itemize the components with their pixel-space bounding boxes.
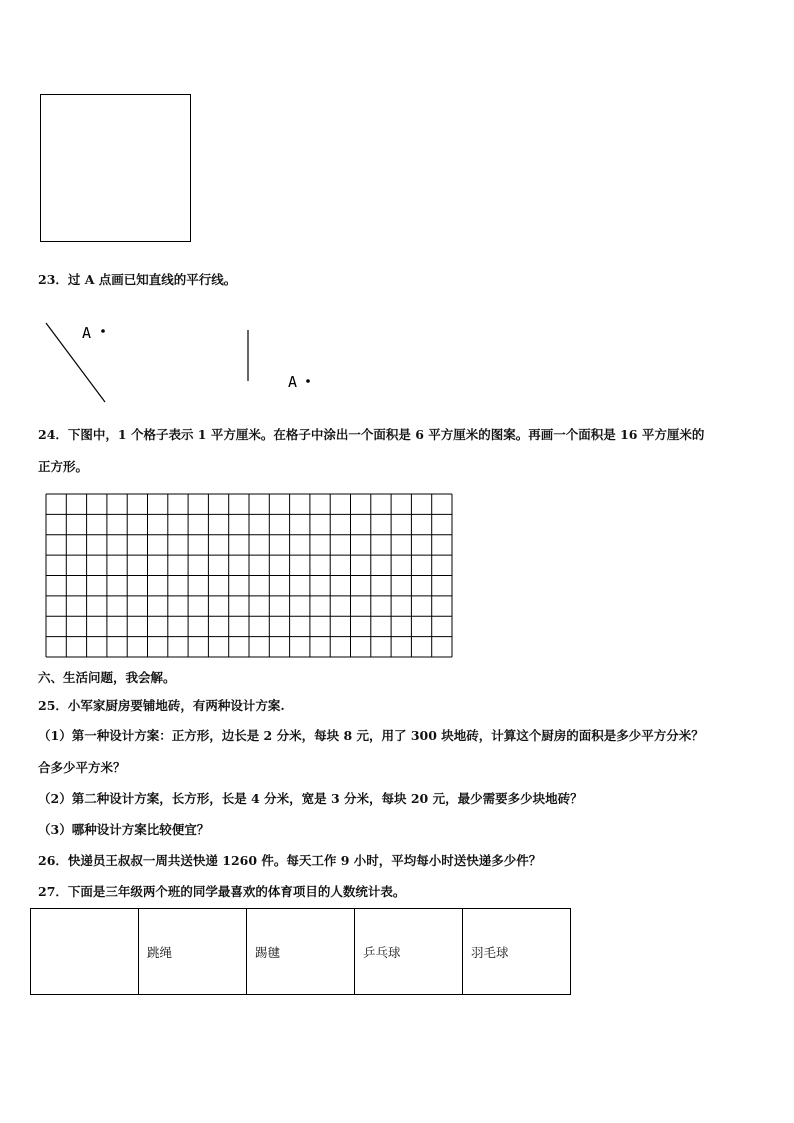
table-header-cell: 踢毽 [247, 909, 355, 995]
question-26-text: 26．快递员王叔叔一周共送快递 1260 件。每天工作 9 小时，平均每小时送快递多少件？ [38, 853, 542, 868]
table-header-cell [31, 909, 139, 995]
sports-stats-table [30, 908, 571, 995]
question-25-part2: （2）第二种设计方案，长方形，长是 4 分米，宽是 3 分米，每块 20 元，最少需要多少块地砖？ [38, 791, 583, 806]
point-a-label-1: A [82, 324, 92, 342]
table-header-row [31, 909, 571, 995]
question-25-text: 25．小军家厨房要铺地砖，有两种设计方案. [38, 698, 285, 713]
section-6-heading: 六、生活问题，我会解。 [38, 670, 176, 685]
point-a-dot-2 [306, 379, 310, 383]
question-27-text: 27．下面是三年级两个班的同学最喜欢的体育项目的人数统计表。 [38, 884, 406, 899]
table-header-cell: 跳绳 [139, 909, 247, 995]
table-header-cell: 乒乓球 [355, 909, 463, 995]
area-grid [45, 493, 453, 658]
question-24-line2: 正方形。 [38, 459, 89, 474]
point-a-dot-1 [101, 329, 105, 333]
question-25-part1-line2: 合多少平方米？ [38, 760, 126, 775]
slanted-line [46, 323, 105, 402]
table-header-cell: 羽毛球 [463, 909, 571, 995]
point-a-label-2: A [288, 373, 298, 391]
question-23-text: 23．过 A 点画已知直线的平行线。 [38, 272, 237, 287]
question-25-part1-line1: （1）第一种设计方案：正方形，边长是 2 分米，每块 8 元，用了 300 块地砖，计算这个厨房的面积是多少平方分米？ [38, 728, 704, 743]
q23-figure [0, 0, 794, 420]
question-24-line1: 24．下图中，1 个格子表示 1 平方厘米。在格子中涂出一个面积是 6 平方厘米的图案。再画一个面积是 16 平方厘米的 [38, 427, 705, 442]
question-25-part3: （3）哪种设计方案比较便宜？ [38, 822, 210, 837]
